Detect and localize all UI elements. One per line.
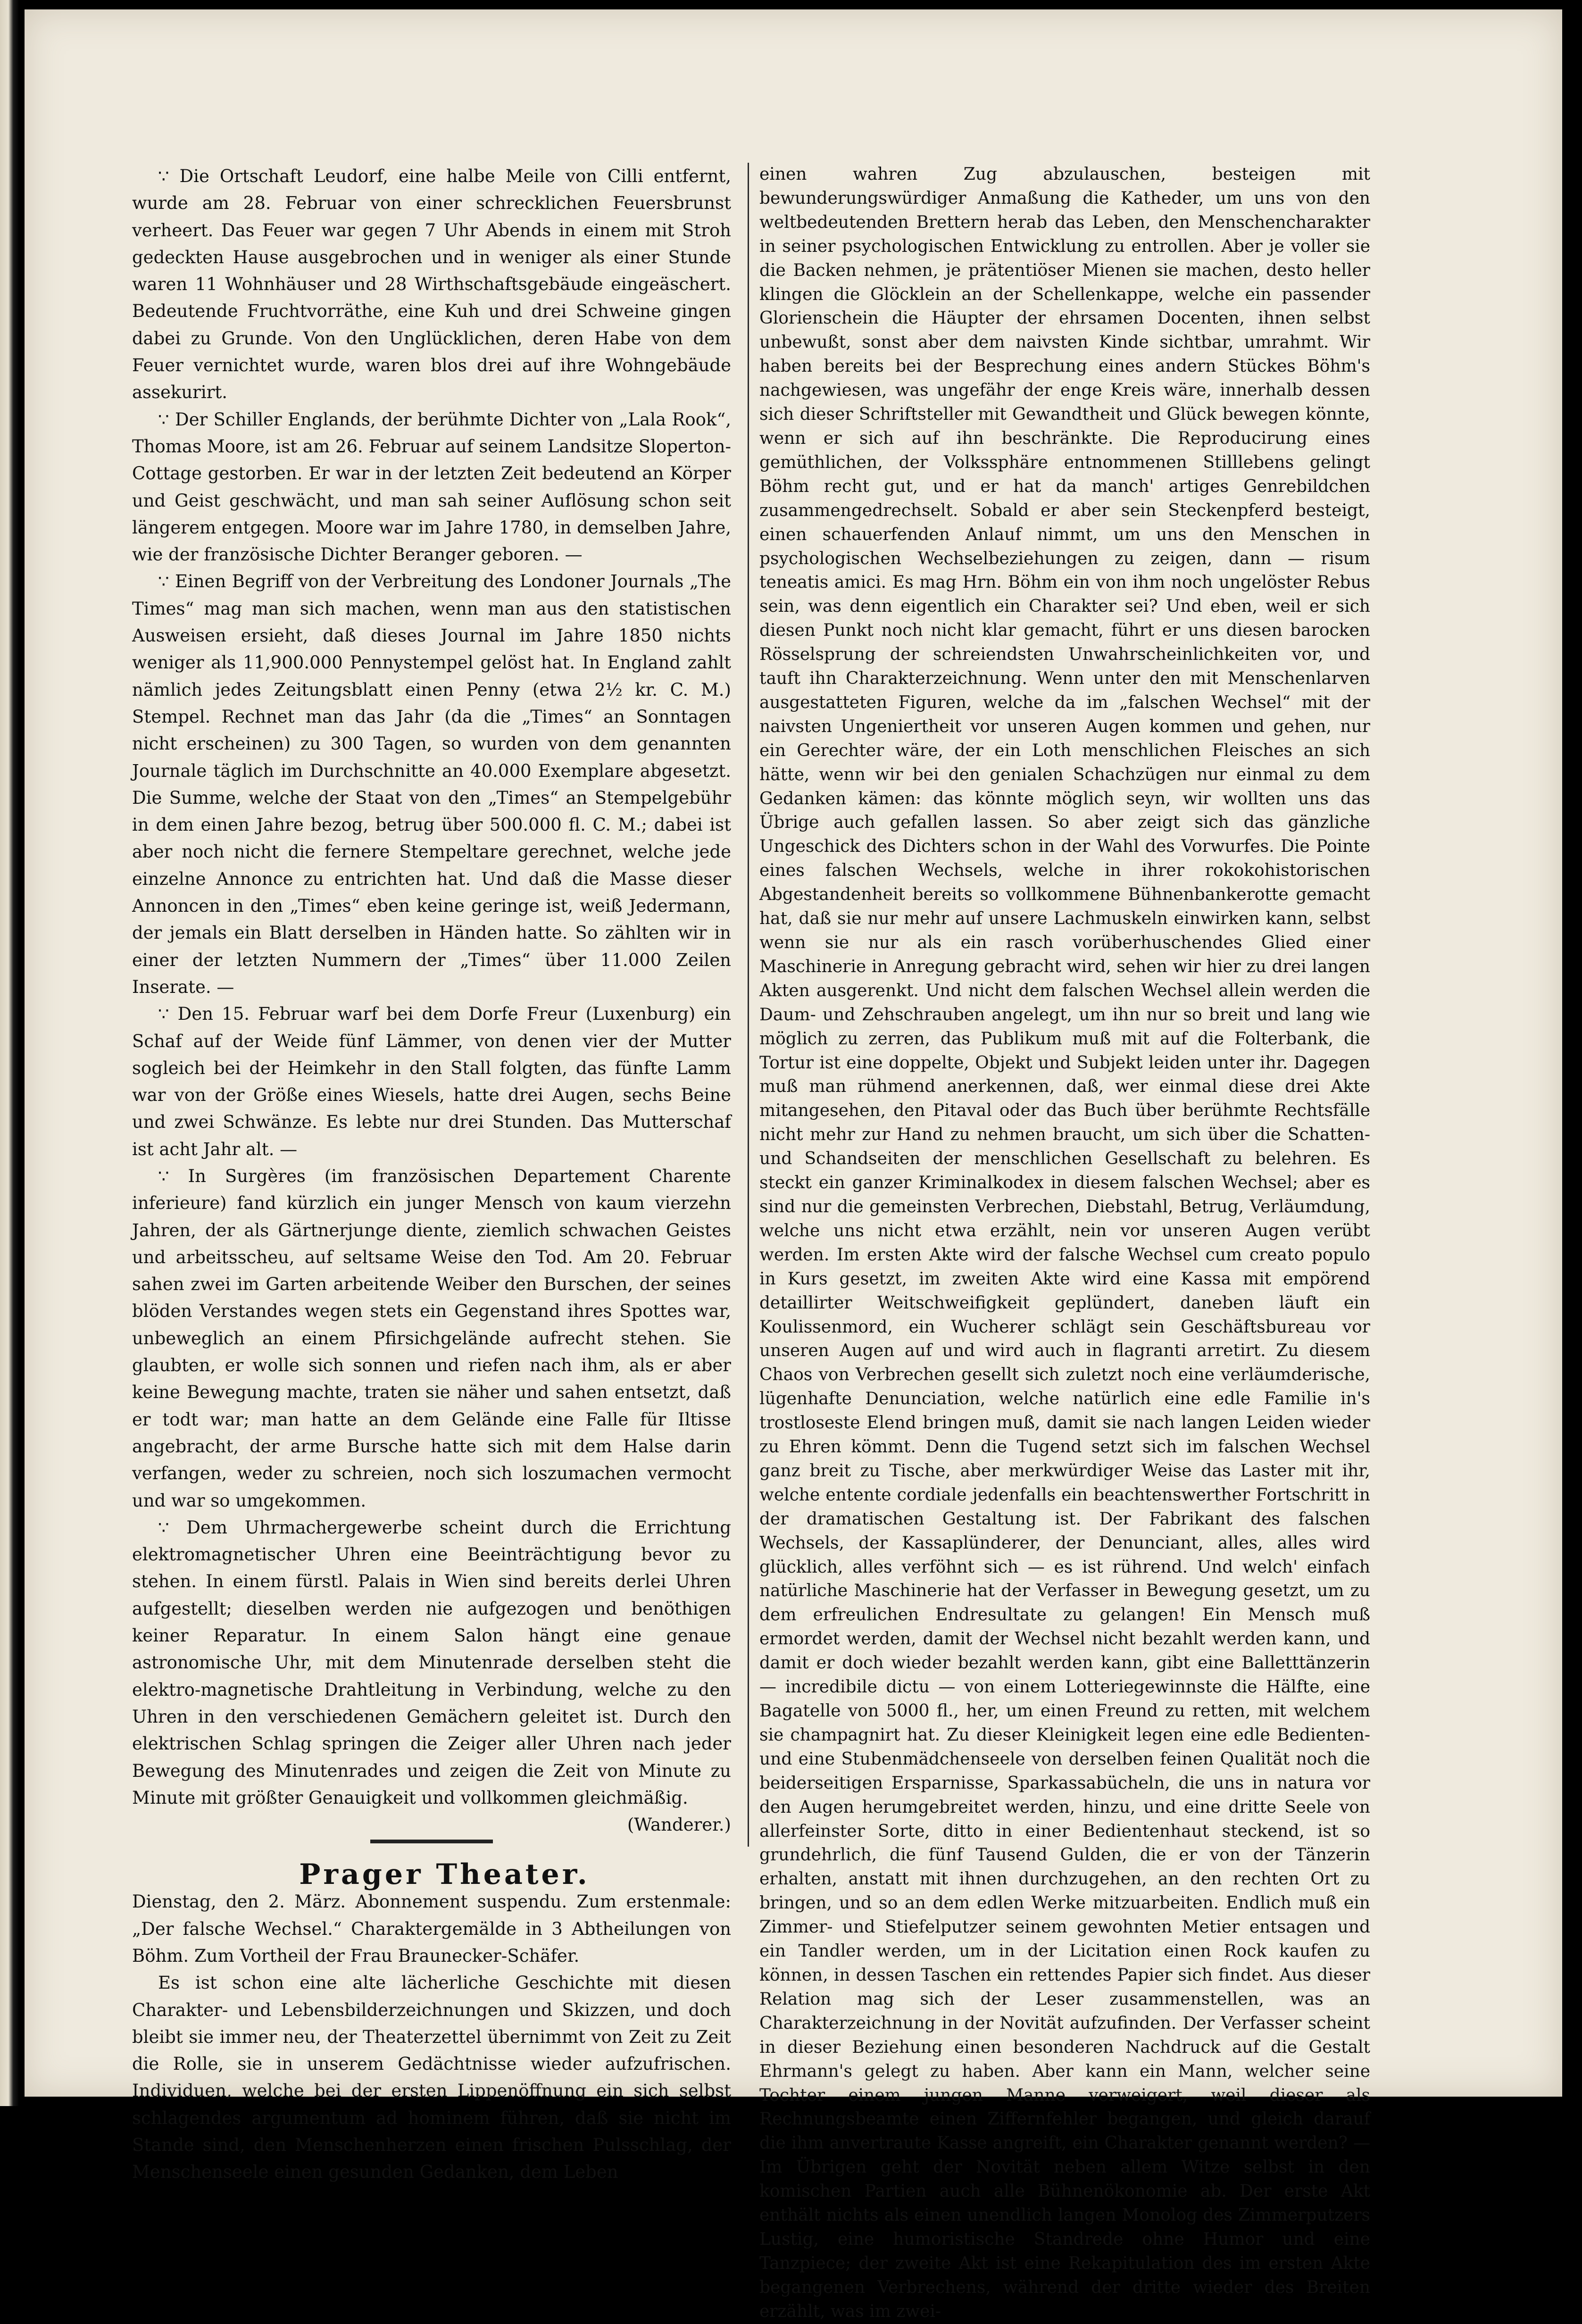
news-item-electric-clocks [132,1514,731,1835]
left-column [132,163,731,2186]
news-item-times-journal: ∵ Einen Begriff von der Verbreitung des Londoner Journals „The Times“ mag man sich machen, wenn man aus den statistischen Ausweisen ersieht, daß dieses Journal im Jahre 1850 nichts weniger als 11,900.000 Pennystempel gelöst hat. In England zahlt nämlich jedes Zeitungsblatt einen Penny (etwa 2½ kr. C. M.) Stempel. Rechnet man das Jahr (da die „Times“ an Sonntagen nicht erscheinen) zu 300 Tagen, so wurden von dem genannten Journale täglich im Durchschnitte an 40.000 Exemplare abgesetzt. Die Summe, welche der Staat von den „Times“ an Stempelgebühr in dem einen Jahre bezog, betrug über 500.000 fl. C. M.; dabei ist aber noch nicht die fernere Stempeltare gerechnet, welche jede einzelne Annonce zu entrichten hat. Und daß die Masse dieser Annoncen in den „Times“ eben keine geringe ist, weiß Jedermann, der jemals ein Blatt derselben in Händen hatte. So zählten wir in einer der letzten Nummern der „Times“ über 11.000 Zeilen Inserate. — [132,571,731,997]
book-spine [0,0,19,2106]
source-credit: (Wanderer.) [627,1815,731,1835]
review-continuation: einen wahren Zug abzulauschen, besteigen mit bewunderungswürdiger Anmaßung die Katheder, um uns von den weltbedeutenden Brettern herab das Leben, den Menschencharakter in seiner psychologischen Entwicklung zu entrollen. Aber je voller sie die Backen nehmen, je prätentiöser Mienen sie machen, desto heller klingen die Glöcklein an der Schellenkappe, welche ein passender Glorienschein die Häupter der ehrsamen Docenten, ihnen selbst unbewußt, sonst aber dem naivsten Kinde sichtbar, umrahmt. Wir haben bereits bei der Besprechung eines andern Stückes Böhm's nachgewiesen, was ungefähr der enge Kreis wäre, innerhalb dessen sich dieser Schriftsteller mit Gewandtheit und Glück bewegen könnte, wenn er sich auf ihn beschränkte. Die Reproducirung eines gemüthlichen, der Volkssphäre entnommenen Stilllebens gelingt Böhm recht gut, und er hat da manch' artiges Genrebildchen zusammengedrechselt. Sobald er aber sein Steckenpferd besteigt, einen schauerfenden Anlauf nimmt, um uns den Menschen in psychologischen Wechselbeziehungen zu zeigen, dann — risum teneatis amici. Es mag Hrn. Böhm ein von ihm noch ungelöster Rebus sein, was denn eigentlich ein Charakter sei? Und eben, weil er sich diesen Punkt noch nicht klar gemacht, führt er uns diesen barocken Rösselsprung der schreiendsten Unwahrscheinlichkeiten vor, und tauft ihn Charakterzeichnung. Wenn unter den mit Menschenlarven ausgestatteten Figuren, welche da im „falschen Wechsel“ mit der naivsten Ungeniertheit vor unseren Augen kommen und gehen, nur ein Gerechter wäre, der ein Loth menschlichen Fleisches an sich hätte, wenn wir bei den genialen Schachzügen nur einmal zu dem Gedanken kämen: das könnte möglich seyn, wir wollten uns das Übrige auch gefallen lassen. So aber zeigt sich das gänzliche Ungeschick des Dichters schon in der Wahl des Vorwurfes. Die Pointe eines falschen Wechsels, welche in ihrer rokokohistorischen Abgestandenheit bereits so vollkommene Bühnenbankerotte gemacht hat, daß sie nur mehr auf unsere Lachmuskeln einwirken kann, selbst wenn sie nur als ein rasch vorüberhuschendes Glied einer Maschinerie in Anregung gebracht wird, sehen wir hier zu drei langen Akten ausgerenkt. Und nicht dem falschen Wechsel allein werden die Daum- und Zehschrauben angelegt, um ihn nur so breit und lang wie möglich zu zerren, das Publikum muß mit auf die Folterbank, die Tortur ist eine doppelte, Objekt und Subjekt leiden unter ihr. Dagegen muß man rühmend anerkennen, daß, wer einmal diese drei Akte mitangesehen, den Pitaval oder das Buch über berühmte Rechtsfälle nicht mehr zur Hand zu nehmen braucht, um sich über die Schatten- und Schandseiten der menschlichen Gesellschaft zu belehren. Es steckt ein ganzer Kriminalkodex in diesem falschen Wechsel; aber es sind nur die gemeinsten Verbrechen, Diebstahl, Betrug, Verläumdung, welche uns nicht etwa erzählt, nein vor unseren Augen verübt werden. Im ersten Akte wird der falsche Wechsel cum creato populo in Kurs gesetzt, im zweiten Akte wird eine Kassa mit empörend detaillirter Weitschweifigkeit geplündert, daneben läuft ein Koulissenmord, ein Wucherer schlägt sein Geschäftsbureau vor unseren Augen auf und wird auch in flagranti arretirt. Zu diesem Chaos von Verbrechen gesellt sich zuletzt noch eine verläumderische, lügenhafte Denunciation, welche natürlich eine edle Familie in's trostloseste Elend bringen muß, damit sie nach langen Leiden wieder zu Ehren kömmt. Denn die Tugend setzt sich im falschen Wechsel ganz breit zu Tische, aber merkwürdiger Weise das Laster mit ihr, welche entente cordiale jedenfalls ein beachtenswerther Fortschritt in der dramatischen Gestaltung ist. Der Fabrikant des falschen Wechsels, der Kassaplünderer, der Denunciant, alles, alles wird glücklich, alles verföhnt sich — es ist rührend. Und welch' einfach natürliche Maschinerie hat der Verfasser in Bewegung gesetzt, um zu dem erfreulichen Endresultate zu gelangen! Ein Mensch muß ermordet werden, damit der Wechsel nicht bezahlt werden kann, und damit er doch wieder bezahlt werden kann, gibt eine Balletttänzerin — incredibile dictu — von einem Lotteriegewinnste die Hälfte, eine Bagatelle von 5000 fl., her, um einen Freund zu retten, mit welchem sie champagnirt hat. Zu dieser Kleinigkeit legen eine edle Bedienten- und eine Stubenmädchenseele von derselben feinen Qualität noch die beiderseitigen Ersparnisse, Sparkassabücheln, die uns in natura vor den Augen herumgebreitet werden, hinzu, und eine dritte Seele von allerfeinster Sorte, ditto in einer Bedientenhaut steckend, ist so grundehrlich, die fünf Tausend Gulden, die er von der Tänzerin erhalten, anstatt mit ihnen durchzugehen, an den rechten Ort zu bringen, und so an dem edlen Werke mitzuarbeiten. Endlich muß ein Zimmer- und Stiefelputzer seinem gewohnten Metier entsagen und ein Tandler werden, um in der Licitation einen Rock kaufen zu können, in dessen Taschen ein rettendes Papier sich findet. Aus dieser Relation mag sich der Leser zusammenstellen, was an Charakterzeichnung in der Novität aufzufinden. Der Verfasser scheint in dieser Beziehung einen besonderen Nachdruck auf die Gestalt Ehrmann's gelegt zu haben. Aber kann ein Mann, welcher seine Tochter einem jungen Manne verweigert, weil dieser als Rechnungsbeamte einen Ziffernfehler begangen, und gleich darauf die ihm anvertraute Kasse angreift, ein Charakter genannt werden? — Im Übrigen geht der Novität neben allem Witze selbst in den komischen Partien auch alle Bühnenökonomie ab. Der erste Akt enthält nichts als einen unendlich langen Monolog des Zimmerputzers Lustig, eine humoristische Standrede ohne Humor und eine Tanzpiece; der zweite Akt ist eine Rekapitulation des im ersten Akte begangenen Verbrechens, während der dritte wieder des Breiten erzählt, was im zwei- [759,165,1370,2321]
news-item-leudorf-fire: ∵ Die Ortschaft Leudorf, eine halbe Meile von Cilli entfernt, wurde am 28. Februar von einer schrecklichen Feuersbrunst verheert. Das Feuer war gegen 7 Uhr Abends in einem mit Stroh gedeckten Hause ausgebrochen und in weniger als einer Stunde waren 11 Wohnhäuser und 28 Wirthschaftsgebäude eingeäschert. Bedeutende Fruchtvorräthe, eine Kuh und drei Schweine gingen dabei zu Grunde. Von den Unglücklichen, deren Habe von dem Feuer vernichtet wurde, waren blos drei auf ihre Wohngebäude assekurirt. [132,166,731,403]
review-opening: Es ist schon eine alte lächerliche Geschichte mit diesen Charakter- und Lebensbilderzeichnungen und Skizzen, und doch bleibt sie immer neu, der Theaterzettel übernimmt von Zeit zu Zeit die Rolle, sie in unserem Gedächtnisse wieder aufzufrischen. Individuen, welche bei der ersten Lippenöffnung ein sich selbst schlagendes argumentum ad hominem führen, daß sie nicht im Stande sind, den Menschenherzen einen frischen Pulsschlag, der Menschenseele einen gesunden Gedanken, dem Leben [132,1973,731,2182]
right-column [759,163,1370,2324]
section-title: Prager Theater. [299,1858,590,1891]
news-item-lambs: ∵ Den 15. Februar warf bei dem Dorfe Freur (Luxenburg) ein Schaf auf der Weide fünf Lämmer, von denen vier der Mutter sogleich bei der Heimkehr in den Stall folgten, das fünfte Lamm war von der Größe eines Wiesels, hatte drei Augen, sechs Beine und zwei Schwänze. Es lebte nur drei Stunden. Das Mutterschaf ist acht Jahr alt. — [132,1004,731,1159]
news-item-thomas-moore: ∵ Der Schiller Englands, der berühmte Dichter von „Lala Rook“, Thomas Moore, ist am 26. Februar auf seinem Landsitze Sloperton-Cottage gestorben. Er war in der letzten Zeit bedeutend an Körper und Geist geschwächt, und man sah seiner Auflösung schon seit längerem entgegen. Moore war im Jahre 1780, in demselben Jahre, wie der französische Dichter Beranger geboren. — [132,409,731,565]
column-rule [748,163,749,1847]
news-item-electric-clocks-text: ∵ Dem Uhrmachergewerbe scheint durch die Errichtung elektromagnetischer Uhren eine Beeinträchtigung bevor zu stehen. In einem fürstl. Palais in Wien sind bereits derlei Uhren aufgestellt; dieselben werden nie aufgezogen und benöthigen keiner Reparatur. In einem Salon hängt eine genaue astronomische Uhr, mit dem Minutenrade derselben steht die elektro-magnetische Drahtleitung in Verbindung, welche zu den Uhren in den verschiedenen Gemächern geleitet ist. Durch den elektrischen Schlag springen die Zeiger aller Uhren nach jeder Bewegung des Minutenrades und zeigen die Zeit von Minute zu Minute mit größter Genauigkeit und vollkommen gleichmäßig. [132,1517,731,1808]
section-divider [370,1840,493,1843]
news-item-surgeres: ∵ In Surgères (im französischen Departement Charente inferieure) fand kürzlich ein junger Mensch von kaum vierzehn Jahren, der als Gärtnerjunge diente, ziemlich schwachen Geistes und arbeitsscheu, auf seltsame Weise den Tod. Am 20. Februar sahen zwei im Garten arbeitende Weiber den Burschen, der seines blöden Verstandes wegen stets ein Gegenstand ihres Spottes war, unbeweglich an einem Pfirsichgelände aufrecht stehen. Sie glaubten, er wolle sich sonnen und riefen nach ihm, als er aber keine Bewegung machte, traten sie näher und sahen entsetzt, daß er todt war; man hatte an dem Gelände eine Falle für Iltisse angebracht, der arme Bursche hatte sich mit dem Halse darin verfangen, weder zu schreien, noch sich loszumachen vermocht und war so umgekommen. [132,1166,731,1511]
playbill-notice: Dienstag, den 2. März. Abonnement suspendu. Zum erstenmale: „Der falsche Wechsel.“ Charaktergemälde in 3 Abtheilungen von Böhm. Zum Vortheil der Frau Braunecker-Schäfer. [132,1891,731,1966]
